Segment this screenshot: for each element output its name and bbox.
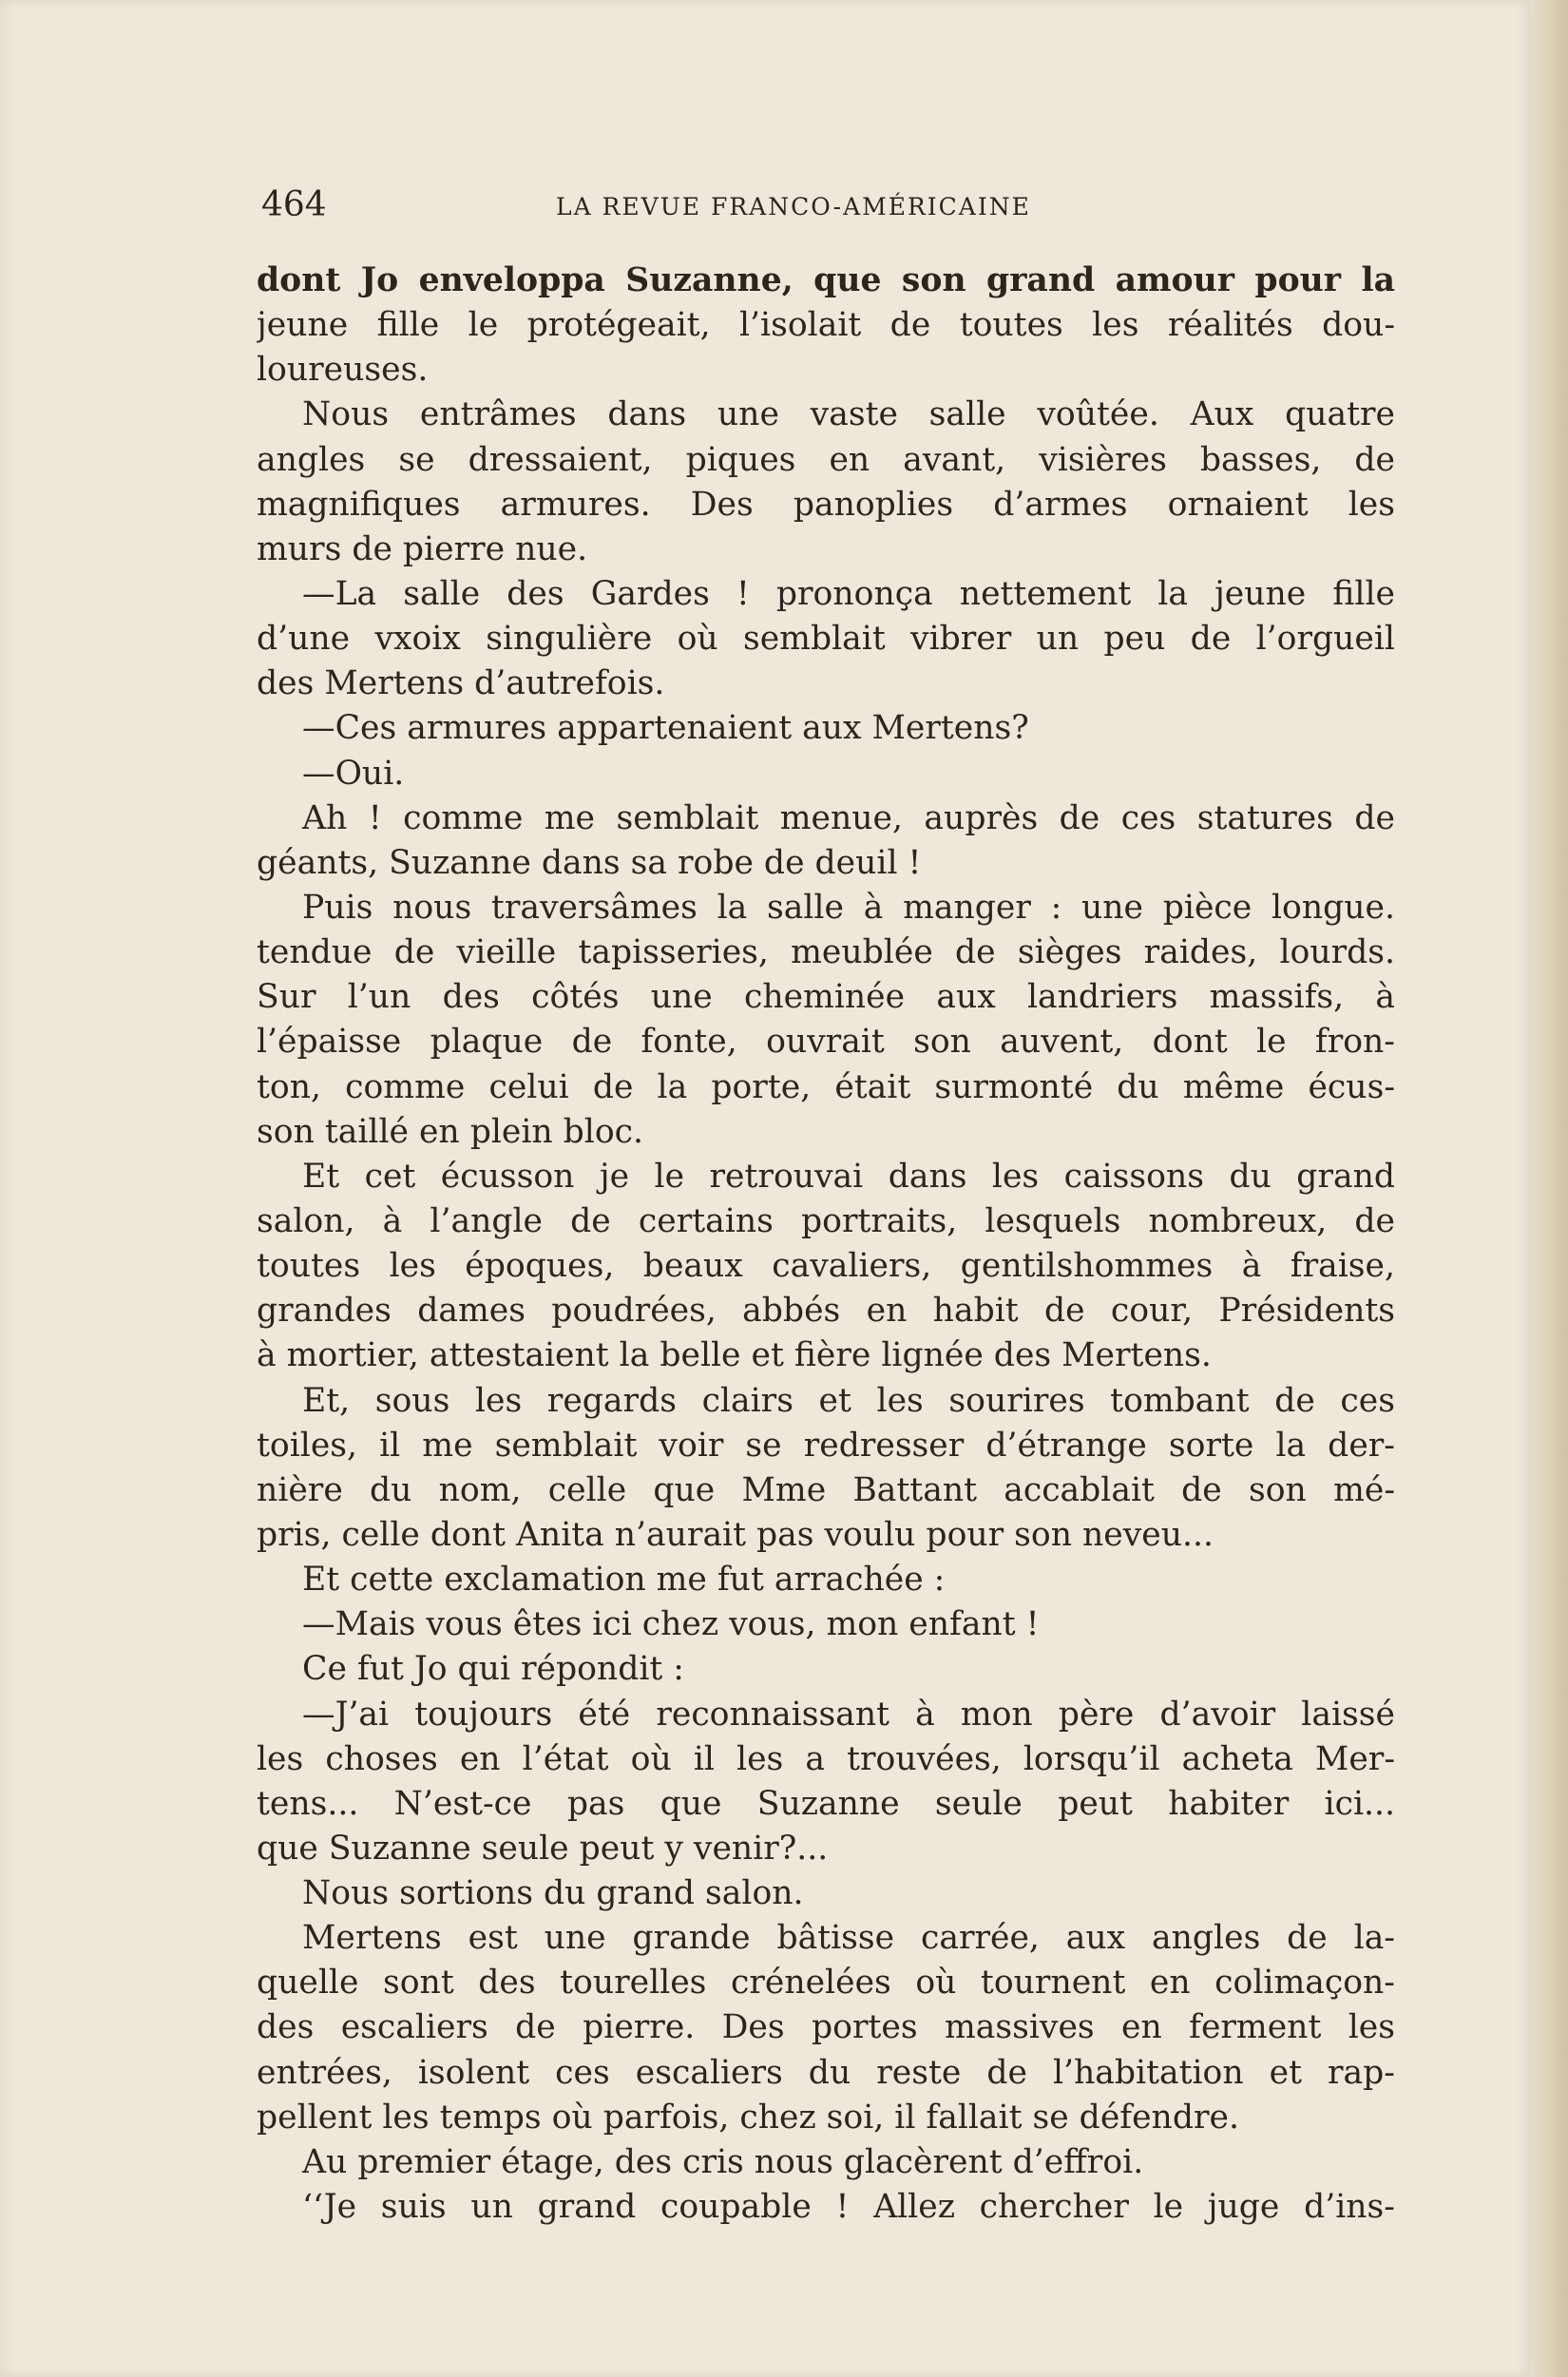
text-line: —Oui. [302,754,405,793]
text-line: Et cette exclamation me fut arrachée : [302,1561,946,1600]
text-line: —J’ai toujours été reconnaissant à mon père d’avoir laissé [302,1695,1395,1734]
text-line: grandes dames poudrées, abbés en habit de cour, Présidents [257,1292,1395,1331]
text-line: dont Jo enveloppa Suzanne, que son grand amour pour la [257,261,1395,299]
text-line: angles se dressaient, piques en avant, visières basses, de [257,440,1395,479]
text-line: des Mertens d’autrefois. [257,664,665,703]
text-line: nière du nom, celle que Mme Battant accablait de son mé- [257,1470,1395,1509]
text-line: toiles, il me semblait voir se redresser d’étrange sorte la der- [257,1426,1395,1465]
text-line: l’épaisse plaque de fonte, ouvrait son auvent, dont le fron- [257,1023,1395,1062]
text-line: quelle sont des tourelles crénelées où tournent en colimaçon- [257,1964,1395,2003]
page-header [261,185,1107,231]
text-line: Ce fut Jo qui répondit : [302,1650,684,1689]
text-line: pellent les temps où parfois, chez soi, il fallait se défendre. [257,2098,1239,2137]
text-line: Sur l’un des côtés une cheminée aux landriers massifs, à [257,978,1395,1017]
text-line: des escaliers de pierre. Des portes massives en ferment les [257,2008,1395,2047]
text-line: —Ces armures appartenaient aux Mertens? [302,709,1029,748]
text-line: salon, à l’angle de certains portraits, lesquels nombreux, de [257,1201,1395,1240]
text-line: Puis nous traversâmes la salle à manger : une pièce longue. [302,888,1395,927]
text-line: entrées, isolent ces escaliers du reste de l’habitation et rap- [257,2053,1395,2092]
text-line: ton, comme celui de la porte, était surmonté du même écus- [257,1067,1395,1106]
text-line: —Mais vous êtes ici chez vous, mon enfant ! [302,1605,1040,1644]
text-line: Nous entrâmes dans une vaste salle voûtée. Aux quatre [302,395,1395,434]
text-line: Et cet écusson je le retrouvai dans les caissons du grand [302,1157,1395,1196]
text-line: ‘‘Je suis un grand coupable ! Allez chercher le juge d’ins- [302,2188,1395,2227]
text-line: —La salle des Gardes ! prononça nettement la jeune fille [302,574,1395,613]
text-line: son taillé en plein bloc. [257,1112,644,1151]
body-text [257,259,1395,2230]
page-number: 464 [261,185,327,224]
text-line: tens... N’est-ce pas que Suzanne seule peut habiter ici... [257,1784,1395,1823]
text-line: que Suzanne seule peut y venir?... [257,1829,829,1868]
text-line: Au premier étage, des cris nous glacèrent d’effroi. [302,2142,1144,2181]
text-line: tendue de vieille tapisseries, meublée de sièges raides, lourds. [257,933,1395,972]
text-line: Mertens est une grande bâtisse carrée, aux angles de la- [302,1919,1395,1958]
text-line: Ah ! comme me semblait menue, auprès de ces statures de [302,798,1395,837]
text-line: loureuses. [257,351,429,390]
text-line: à mortier, attestaient la belle et fière lignée des Mertens. [257,1336,1212,1375]
text-line: les choses en l’état où il les a trouvées, lorsqu’il acheta Mer- [257,1739,1395,1778]
text-line: pris, celle dont Anita n’aurait pas voulu pour son neveu... [257,1515,1214,1554]
text-line: murs de pierre nue. [257,529,588,568]
text-line: géants, Suzanne dans sa robe de deuil ! [257,843,922,882]
running-title: LA REVUE FRANCO-AMÉRICAINE [556,193,1031,220]
text-line: jeune fille le protégeait, l’isolait de toutes les réalités dou- [257,306,1395,345]
text-line: magnifiques armures. Des panoplies d’armes ornaient les [257,485,1395,524]
text-line: Et, sous les regards clairs et les sourires tombant de ces [302,1381,1395,1420]
text-line: toutes les époques, beaux cavaliers, gentilshommes à fraise, [257,1247,1395,1286]
text-line: Nous sortions du grand salon. [302,1874,804,1913]
text-line: d’une vxoix singulière où semblait vibrer un peu de l’orgueil [257,620,1395,659]
page-edge [1530,0,1568,2377]
